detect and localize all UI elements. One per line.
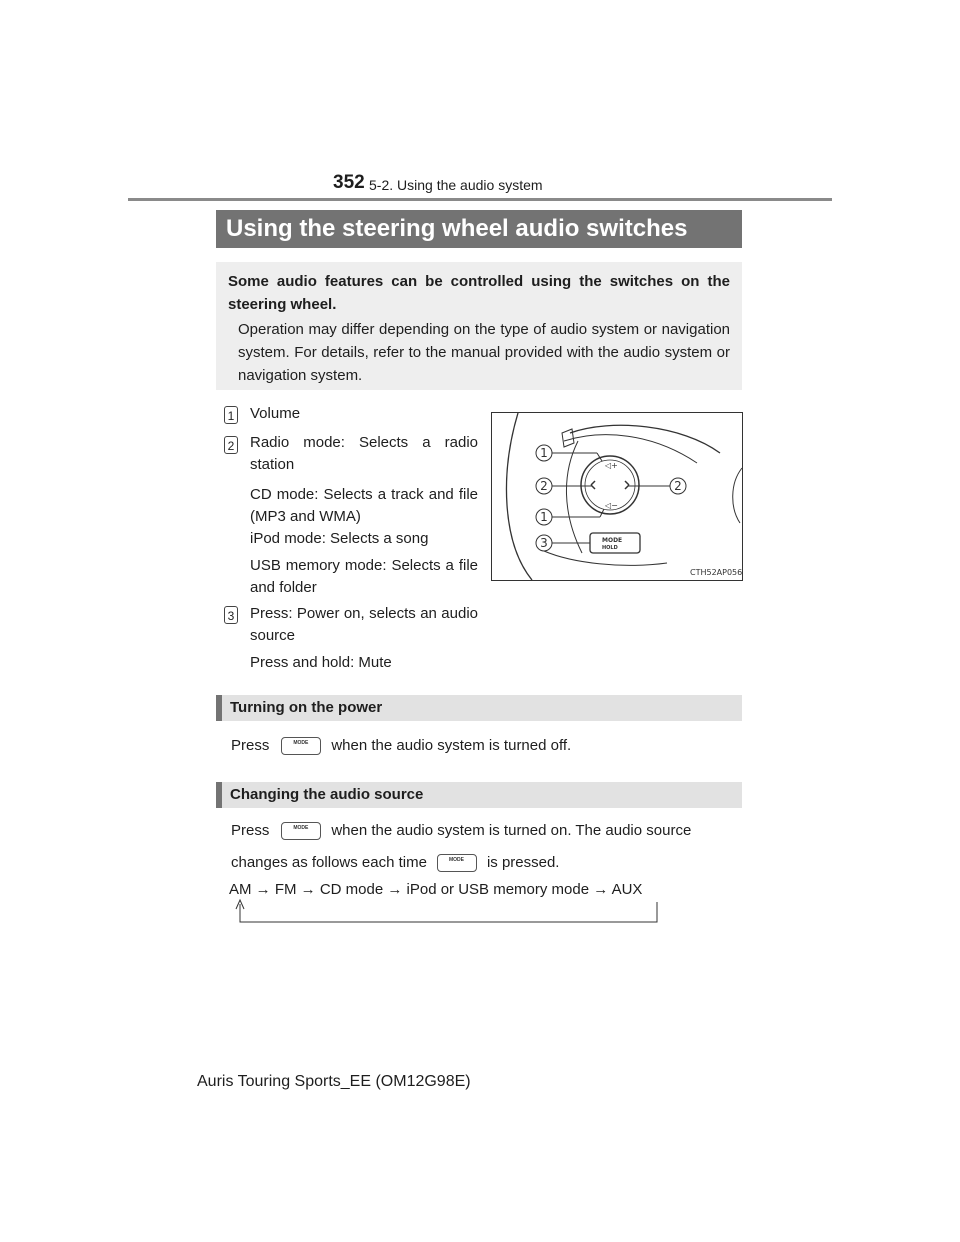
source-text-line2-after: is pressed. — [486, 854, 560, 871]
svg-text:◁−: ◁− — [605, 501, 618, 510]
power-instruction — [231, 735, 571, 757]
source-text-before: Press — [231, 822, 270, 839]
power-text-before: Press — [231, 737, 270, 754]
page-number: 352 — [333, 172, 365, 193]
item-text: CD mode: Selects a track and file (MP3 and WMA) — [250, 486, 478, 525]
mode-button-icon: MODE — [281, 737, 321, 755]
item-text: USB memory mode: Selects a file and folder — [250, 557, 478, 596]
item-number-badge: 1 — [224, 406, 238, 424]
item-text: Press and hold: Mute — [250, 654, 392, 671]
intro-box — [216, 262, 742, 390]
section-label: 5-2. Using the audio system — [369, 177, 543, 193]
header-divider — [128, 198, 832, 201]
section-heading-power: Turning on the power — [216, 695, 742, 721]
callout-number: 2 — [674, 479, 682, 493]
item-text: iPod mode: Selects a song — [250, 530, 429, 547]
callout-number: 3 — [540, 536, 548, 550]
page-title: Using the steering wheel audio switches — [216, 210, 742, 248]
item-number-badge: 2 — [224, 436, 238, 454]
callout-number: 1 — [540, 510, 548, 524]
figure-code: CTH52AP056 — [690, 568, 742, 577]
item-text: Radio mode: Selects a radio station — [250, 434, 478, 473]
item-text: Press: Power on, selects an audio source — [250, 605, 478, 644]
mode-button-icon: MODE — [281, 822, 321, 840]
steering-wheel-drawing — [492, 413, 742, 580]
mode-button-icon: MODE — [437, 854, 477, 872]
item-number-badge: 3 — [224, 606, 238, 624]
source-cycle-sequence: AM → FM → CD mode → iPod or USB memory mode → AUX — [229, 881, 643, 898]
intro-lead: Some audio features can be controlled using the switches on the steering wheel. — [228, 273, 730, 313]
source-text-mid: when the audio system is turned on. The audio source — [331, 822, 692, 839]
mode-button-sublabel: HOLD — [602, 545, 618, 551]
power-text-after: when the audio system is turned off. — [331, 737, 572, 754]
source-text-line2-before: changes as follows each time — [231, 854, 427, 871]
callout-number: 1 — [540, 446, 548, 460]
source-instruction-line2 — [231, 852, 559, 874]
footer-model: Auris Touring Sports_EE (OM12G98E) — [197, 1073, 471, 1090]
svg-text:◁+: ◁+ — [605, 461, 618, 470]
steering-switch-illustration — [491, 412, 743, 581]
cycle-return-arrow — [232, 898, 662, 926]
intro-note: Operation may differ depending on the type of audio system or navigation system. For details, refer to the manual provided with the audio system or navigation system. — [238, 321, 730, 384]
callout-number: 2 — [540, 479, 548, 493]
mode-button-label: MODE — [602, 537, 623, 544]
source-instruction-line1 — [231, 820, 691, 842]
section-heading-source: Changing the audio source — [216, 782, 742, 808]
item-text: Volume — [250, 405, 301, 422]
